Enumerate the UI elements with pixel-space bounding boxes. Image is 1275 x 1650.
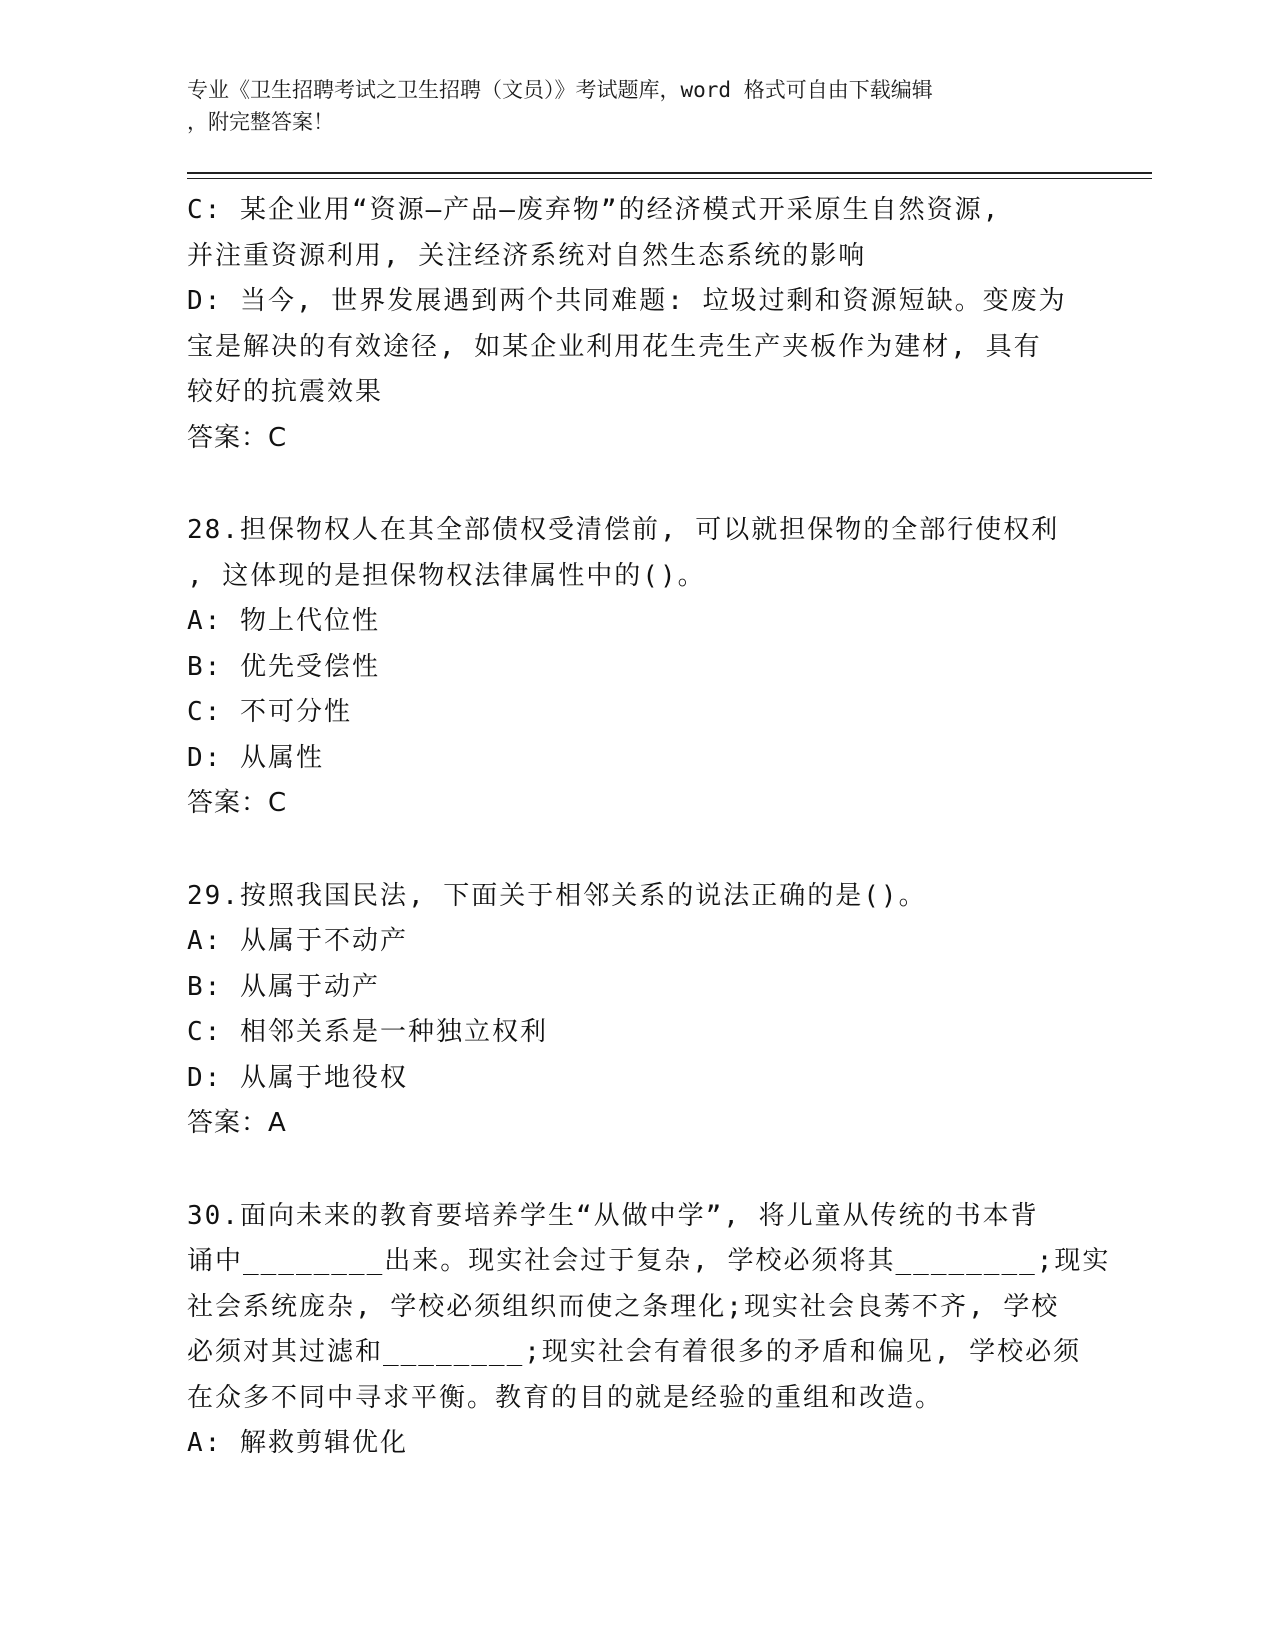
- header-line-2: ，附完整答案！: [187, 110, 334, 134]
- q30-stem-line-5: 在众多不同中寻求平衡。教育的目的就是经验的重组和改造。: [187, 1382, 944, 1413]
- q29-option-b: B: 从属于动产: [187, 971, 380, 1002]
- question-content: [187, 188, 1111, 1467]
- q30-stem-line-4: 必须对其过滤和________;现实社会有着很多的矛盾和偏见, 学校必须: [187, 1337, 1082, 1367]
- q30-option-a: A: 解救剪辑优化: [187, 1428, 408, 1458]
- q30-stem-line-1: 30.面向未来的教育要培养学生“从做中学”, 将儿童从传统的书本背: [187, 1200, 1039, 1231]
- q27-option-d-line-3: 较好的抗震效果: [187, 377, 384, 407]
- q28-option-a: A: 物上代位性: [187, 606, 380, 636]
- q28-option-b: B: 优先受偿性: [187, 651, 380, 682]
- question-gap: [187, 461, 1087, 508]
- q29-option-c: C: 相邻关系是一种独立权利: [187, 1017, 548, 1047]
- q29-option-d: D: 从属于地役权: [187, 1062, 408, 1093]
- q29-answer: 答案：A: [187, 1108, 287, 1138]
- q28-stem-line-2: , 这体现的是担保物权法律属性中的()。: [187, 560, 706, 591]
- question-30: [187, 1194, 1111, 1467]
- q28-answer: 答案：C: [187, 788, 288, 818]
- q27-option-c: [187, 188, 1087, 279]
- header-rule-thick: [187, 172, 1152, 174]
- document-header: [187, 74, 1067, 138]
- header-line-1: 专业《卫生招聘考试之卫生招聘（文员）》考试题库，word 格式可自由下载编辑: [187, 78, 933, 102]
- q29-stem: 29.按照我国民法, 下面关于相邻关系的说法正确的是()。: [187, 880, 927, 911]
- q27-option-d-line-2: 宝是解决的有效途径, 如某企业利用花生壳生产夹板作为建材, 具有: [187, 331, 1042, 362]
- q28-stem-line-1: 28.担保物权人在其全部债权受清偿前, 可以就担保物的全部行使权利: [187, 515, 1060, 545]
- q27-option-d: [187, 279, 1087, 416]
- q28-option-d: D: 从属性: [187, 742, 324, 773]
- question-gap: [187, 827, 1087, 874]
- q27-option-c-line-2: 并注重资源利用, 关注经济系统对自然生态系统的影响: [187, 240, 867, 271]
- q30-stem-line-3: 社会系统庞杂, 学校必须组织而使之条理化;现实社会良莠不齐, 学校: [187, 1291, 1060, 1322]
- q27-option-d-line-1: D: 当今, 世界发展遇到两个共同难题: 垃圾过剩和资源短缺。变废为: [187, 286, 1067, 316]
- question-29: [187, 874, 1087, 1147]
- q27-answer: 答案：C: [187, 422, 288, 453]
- q29-option-a: A: 从属于不动产: [187, 926, 408, 956]
- q30-stem-line-2: 诵中________出来。现实社会过于复杂, 学校必须将其________;现实: [187, 1246, 1111, 1276]
- q28-option-c: C: 不可分性: [187, 697, 352, 727]
- q27-option-c-line-1: C: 某企业用“资源—产品—废弃物”的经济模式开采原生自然资源,: [187, 195, 1001, 225]
- header-rule-thin: [187, 178, 1152, 179]
- question-gap: [187, 1147, 1087, 1194]
- question-28: [187, 508, 1087, 827]
